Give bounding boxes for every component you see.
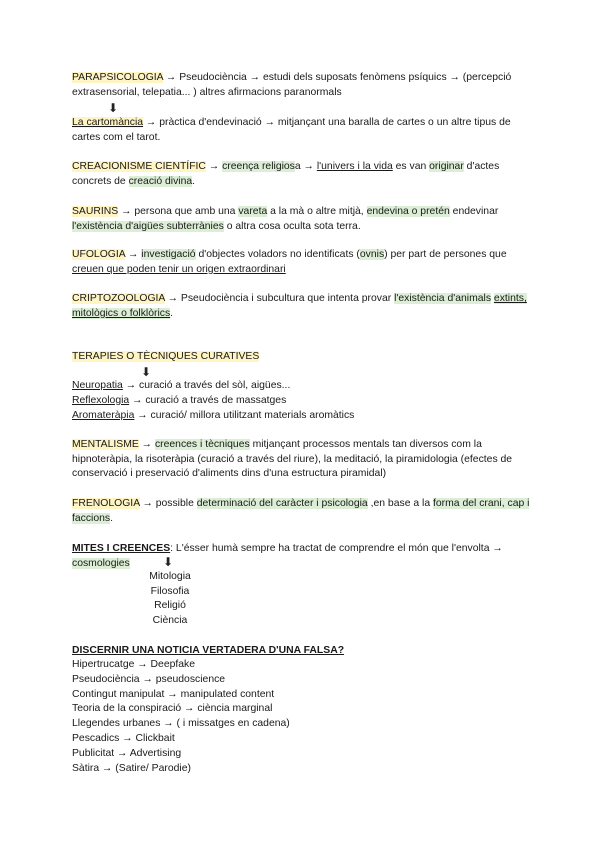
arrow-down-icon: ⬇ [108,101,119,115]
list-item: Pseudociència → pseudoscience [72,673,226,685]
creacionisme-paragraph [72,160,532,189]
discernir-list [72,658,532,776]
parapsicologia-text: → Pseudociència → estudi dels suposats fenòmens psíquics → (percepció extrasensorial, telepatia... ) altres afirmacions paranormals [72,72,512,98]
saurins-highlight-3: l'existència d'aigües subterrànies [72,220,224,232]
cosmologies-list [120,570,220,628]
frenologia-paragraph [72,497,532,526]
terapia-term: Reflexologia [72,394,130,406]
creacionisme-highlight-3: creació divina [128,175,193,187]
mentalisme-text-1: → [138,439,155,450]
ufologia-term: UFOLOGIA [72,249,126,260]
list-item: Publicitat → Advertising [72,747,182,759]
creacionisme-highlight-1: creença religios [222,161,295,172]
ufologia-highlight-2: ovnis [359,249,385,260]
parapsicologia-paragraph [72,71,532,100]
terapia-desc: → curació a través del sòl, aigües... [122,380,291,391]
criptozoologia-highlight-1: l'existència d'animals [394,293,492,304]
saurins-highlight-1: vareta [238,206,268,217]
mentalisme-highlight-1: creences i tècniques [154,439,250,450]
saurins-text-2: a la mà o altre mitjà, [267,206,367,217]
mites-text-1: : L'ésser humà sempre ha tractat de comprendre el món que l'envolta → [170,543,503,554]
list-item: Mitologia [149,571,191,582]
list-item: Pescadics → Clickbait [72,732,175,744]
list-item [72,379,532,394]
list-item: Sàtira → (Satire/ Parodie) [72,762,191,774]
saurins-paragraph [72,205,532,234]
ufologia-underline-1: creuen que poden tenir un origen extraordinari [72,263,286,275]
mites-highlight-1: cosmologies [72,557,130,569]
list-item [72,409,532,424]
ufologia-text-3: ) per part de persones que [384,249,507,260]
cartomancia-paragraph [72,116,532,145]
list-item: Contingut manipulat → manipulated content [72,688,275,700]
cartomancia-term: La cartomància [72,117,144,128]
list-item: Religió [154,600,186,612]
creacionisme-underline-1: l'univers i la vida [316,161,393,172]
arrow-down-icon: ⬇ [163,555,174,569]
creacionisme-text-4: d'actes concrets de [72,161,500,187]
ufologia-paragraph [72,248,532,277]
parapsicologia-term: PARAPSICOLOGIA [72,72,164,83]
saurins-term: SAURINS [72,206,119,217]
ufologia-text-2: d'objectes voladors no identificats ( [195,249,360,260]
arrow-down-icon: ⬇ [141,365,152,379]
discernir-title-line [72,644,532,659]
discernir-title: DISCERNIR UNA NOTICIA VERTADERA D'UNA FALSA? [72,645,345,656]
frenologia-text-2: ,en base a la [367,498,433,509]
terapies-title-line [72,350,532,365]
terapia-term: Aromateràpia [72,409,135,421]
list-item: Ciència [152,614,188,626]
saurins-highlight-2: endevina o pretén [366,206,450,217]
criptozoologia-term: CRIPTOZOOLOGIA [72,293,165,304]
list-item [72,394,532,409]
criptozoologia-text-1: → Pseudociència i subcultura que intenta provar [164,293,395,304]
list-item: Filosofia [150,585,190,597]
criptozoologia-paragraph [72,292,532,321]
saurins-text-4: o altra cosa oculta sota terra. [223,220,361,232]
list-item: Teoria de la conspiració → ciència marginal [72,703,273,715]
creacionisme-highlight-2: originar [429,161,464,172]
frenologia-text-3: . [110,512,114,524]
mentalisme-paragraph [72,438,532,482]
terapies-list [72,379,532,423]
list-item: Llegendes urbanes → ( i missatges en cadena) [72,718,290,730]
creacionisme-term: CREACIONISME CIENTÍFIC [72,161,206,172]
mentalisme-term: MENTALISME [72,439,139,450]
mites-term: MITES I CREENCES [72,543,171,554]
criptozoologia-text-3: . [170,307,174,319]
mentalisme-text-2: mitjançant processos mentals tan diversos com la hipnoteràpia, la risoteràpia (curació a través del riure), la meditació, la piramidologia (efectes de conservació i preservació d'aliments dins d'una estructura piramidal) [72,439,513,479]
frenologia-highlight-1: determinació del caràcter i psicologia [196,498,368,509]
cartomancia-text: → pràctica d'endevinació → mitjançant una baralla de cartes o un altre tipus de cartes com el tarot. [72,117,511,143]
terapia-desc: → curació/ millora utilitzant materials aromàtics [134,409,355,421]
saurins-text-1: → persona que amb una [118,206,239,217]
terapia-term: Neuropatia [72,380,123,391]
frenologia-highlight-2: forma del crani, cap i faccions [72,498,530,524]
ufologia-text-1: → [125,249,142,260]
list-item: Hipertrucatge → Deepfake [72,659,196,670]
ufologia-highlight-1: investigació [141,249,196,260]
frenologia-term: FRENOLOGIA [72,498,140,509]
creacionisme-text-2: a → [294,161,317,172]
saurins-text-3: endevinar [449,206,499,217]
frenologia-text-1: → possible [139,498,197,509]
creacionisme-text-1: → [205,161,223,172]
terapia-desc: → curació a través de massatges [129,394,287,406]
creacionisme-text-5: . [192,175,196,187]
terapies-title: TERAPIES O TÈCNIQUES CURATIVES [72,351,260,362]
criptozoologia-highlight-underline-1: extints, mitològics o folklòrics [72,293,527,319]
mites-paragraph [72,542,532,571]
creacionisme-text-3: es van [392,161,430,172]
